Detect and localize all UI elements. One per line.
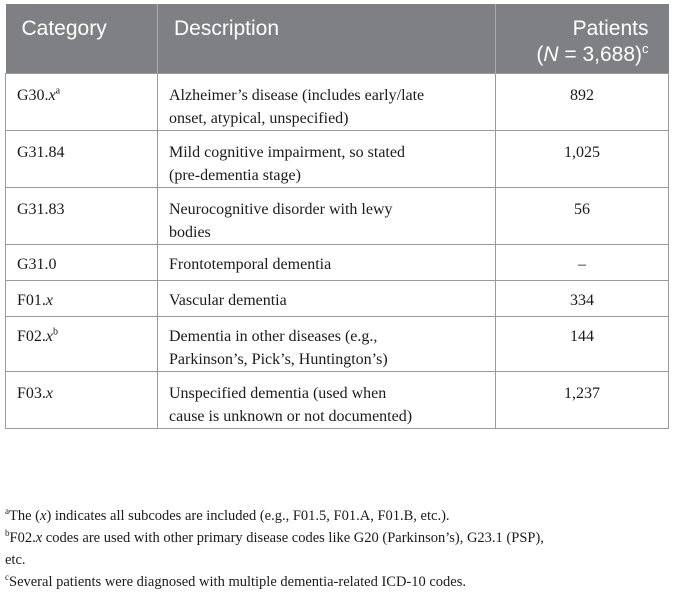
cell-patient-count: –	[496, 244, 669, 280]
cell-description	[158, 316, 496, 371]
n-symbol: N	[543, 43, 559, 66]
description-line: Neurocognitive disorder with lewy	[169, 200, 393, 218]
cell-description	[158, 280, 496, 316]
column-header-patients: Patients (N = 3,688)$^c$	[496, 4, 669, 73]
cell-category-code: F01.x	[6, 280, 158, 316]
cell-category-code: $G30.x^a$	[6, 73, 158, 130]
table-row	[6, 244, 669, 280]
icd10-dementia-table	[5, 4, 669, 429]
table-row	[6, 130, 669, 187]
cell-patient-count: 144	[496, 316, 669, 371]
footnote-a: $^a$The (x) indicates all subcodes are included (e.g., F01.5, F01.A, F01.B, etc.).	[5, 506, 450, 524]
footnote-c: $^c$Several patients were diagnosed with multiple dementia-related ICD-10 codes.	[5, 572, 467, 590]
cell-category-code: F03.x	[6, 371, 158, 428]
description-line: Mild cognitive impairment, so stated	[169, 143, 405, 161]
description-line: onset, atypical, unspecified)	[169, 109, 349, 127]
cell-patient-count: 56	[496, 187, 669, 244]
n-total: = 3,688)	[558, 43, 642, 66]
description-line: Unspecified dementia (used when	[169, 384, 387, 402]
cell-patient-count: 1,237	[496, 371, 669, 428]
cell-patient-count: 334	[496, 280, 669, 316]
cell-description	[158, 187, 496, 244]
description-line: Parkinson’s, Pick’s, Huntington’s)	[169, 350, 388, 368]
description-line: Alzheimer’s disease (includes early/late	[169, 86, 425, 104]
cell-category-code: $F02.x^b$	[6, 316, 158, 371]
cell-description	[158, 371, 496, 428]
cell-description	[158, 73, 496, 130]
patients-header-label: Patients	[572, 17, 649, 40]
cell-category-code: G31.83	[6, 187, 158, 244]
footnote-mark: b	[53, 326, 59, 338]
table-row	[6, 316, 669, 371]
cell-patient-count: 1,025	[496, 130, 669, 187]
footnote-b: $^b$F02.x codes are used with other primary disease codes like G20 (Parkinson’s), G23.1 (PSP), etc.	[5, 528, 544, 568]
table-header-row	[6, 4, 669, 73]
description-line: cause is unknown or not documented)	[169, 407, 413, 425]
column-header-description: Description	[158, 4, 496, 73]
description-line: Vascular dementia	[169, 291, 287, 309]
description-line: Frontotemporal dementia	[169, 255, 332, 273]
cell-description	[158, 130, 496, 187]
description-line: (pre-dementia stage)	[169, 166, 301, 184]
table-row	[6, 187, 669, 244]
description-line: Dementia in other diseases (e.g.,	[169, 327, 378, 345]
description-line: bodies	[169, 223, 211, 241]
footnote-mark-c: c	[642, 41, 649, 56]
table-row	[6, 280, 669, 316]
cell-patient-count: 892	[496, 73, 669, 130]
table-footnotes	[5, 505, 670, 593]
cell-category-code: G31.0	[6, 244, 158, 280]
footnote-mark: a	[55, 85, 61, 97]
column-header-category: Category	[6, 4, 158, 73]
table-row	[6, 371, 669, 428]
cell-description	[158, 244, 496, 280]
cell-category-code: G31.84	[6, 130, 158, 187]
table-row	[6, 73, 669, 130]
